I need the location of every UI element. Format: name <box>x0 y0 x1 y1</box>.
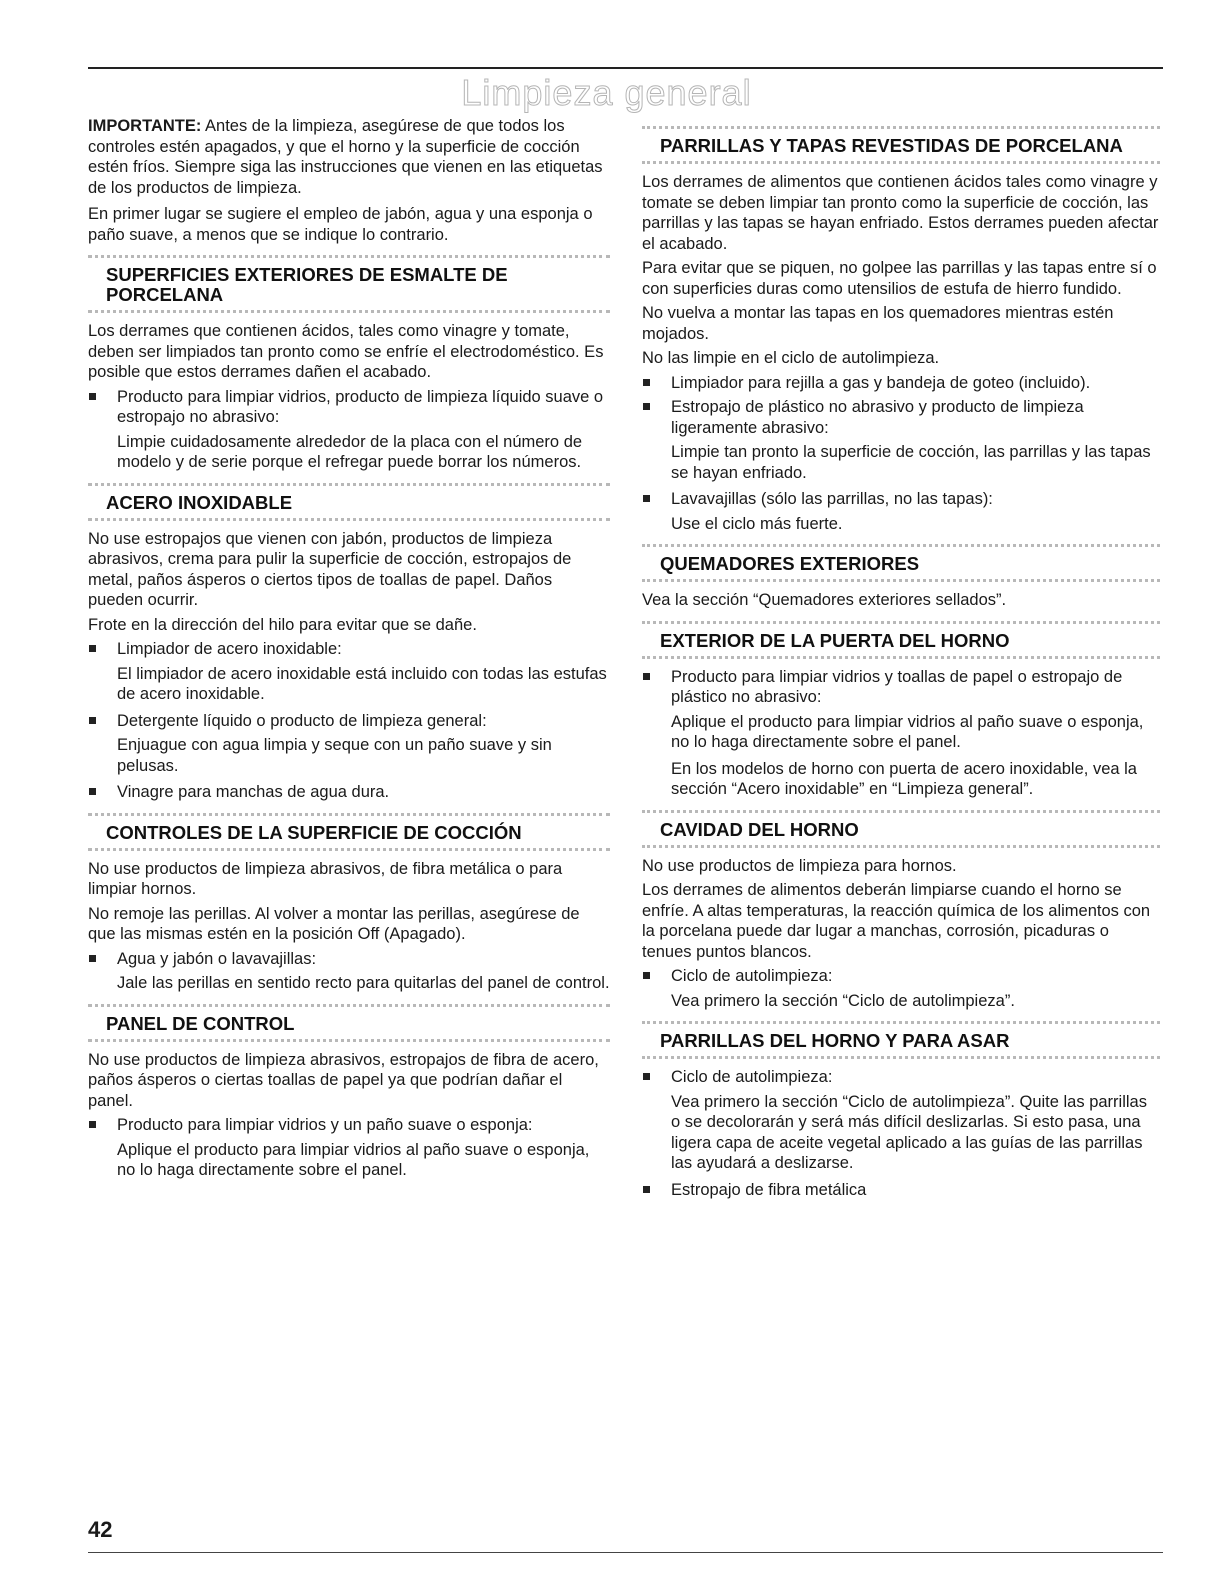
bullet-item <box>88 1115 610 1136</box>
section-divider-bottom <box>642 1056 1160 1059</box>
bullet-item <box>88 387 610 428</box>
bullet-text: Producto para limpiar vidrios, producto de limpieza líquido suave o estropajo no abrasivo: <box>117 387 604 426</box>
section-paragraph: No use productos de limpieza para hornos. <box>642 856 957 875</box>
section-divider-bottom <box>642 161 1160 164</box>
intro-text: Antes de la limpieza, asegúrese de que todos los controles estén apagados, y que el horno y la superficie de cocción estén fríos. Siempre siga las instrucciones que vienen en las etiquetas de los productos de limpieza. <box>88 117 603 197</box>
section <box>642 126 1160 164</box>
bullet-item <box>88 949 610 970</box>
section-paragraph: No use productos de limpieza abrasivos, de fibra metálica o para limpiar hornos. <box>88 859 563 898</box>
section-divider-bottom <box>88 310 610 313</box>
section-paragraph: No vuelva a montar las tapas en los quemadores mientras estén mojados. <box>642 304 1114 343</box>
section <box>642 544 1160 582</box>
section <box>642 1021 1160 1059</box>
bullet-square-icon <box>89 393 96 400</box>
section-divider-bottom <box>642 656 1160 659</box>
intro-bold-label: IMPORTANTE: <box>88 117 202 135</box>
bullet-square-icon <box>89 955 96 962</box>
bullet-square-icon <box>643 403 650 410</box>
bullet-text: Lavavajillas (sólo las parrillas, no las tapas): <box>671 490 993 508</box>
section-heading: ACERO INOXIDABLE <box>106 491 293 513</box>
bullet-square-icon <box>643 972 650 979</box>
bullet-detail: El limpiador de acero inoxidable está incluido con todas las estufas de acero inoxidable. <box>117 664 607 703</box>
section-heading: CONTROLES DE LA SUPERFICIE DE COCCIÓN <box>106 821 522 843</box>
section <box>88 483 610 521</box>
bullet-text: Estropajo de plástico no abrasivo y producto de limpieza ligeramente abrasivo: <box>671 398 1084 437</box>
bullet-detail: Jale las perillas en sentido recto para quitarlas del panel de control. <box>117 974 610 992</box>
page-number: 42 <box>88 1517 113 1542</box>
bullet-text: Ciclo de autolimpieza: <box>671 967 833 985</box>
section-paragraph: Los derrames de alimentos que contienen ácidos tales como vinagre y tomate se deben limpiar tan pronto como la superficie de cocción, las parrillas y las tapas se hayan enfriado. Estos derrames pueden afectar el acabado. <box>642 173 1159 253</box>
bullet-text: Estropajo de fibra metálica <box>671 1180 867 1199</box>
bullet-square-icon <box>643 1073 650 1080</box>
bullet-detail: Limpie tan pronto la superficie de cocción, las parrillas y las tapas se hayan enfriado. <box>671 443 1151 482</box>
section-divider-bottom <box>88 518 610 521</box>
right-column <box>642 116 1160 1204</box>
bullet-item <box>88 711 610 732</box>
bullet-detail: Vea primero la sección “Ciclo de autolimpieza”. Quite las parrillas o se decolorarán y será más difícil deslizarlas. Si esto pasa, una ligera capa de aceite vegetal aplicado a las guías de las parrillas las ayudará a deslizarse. <box>671 1092 1147 1172</box>
section-paragraph: Para evitar que se piquen, no golpee las parrillas y las tapas entre sí o con superficies duras como utensilios de estufa de hierro fundido. <box>642 259 1157 298</box>
bullet-square-icon <box>643 673 650 680</box>
section-paragraph: Los derrames de alimentos deberán limpiarse cuando el horno se enfríe. A altas temperaturas, la reacción química de los alimentos con la porcelana puede dar lugar a manchas, corrosión, picaduras o tenues puntos blancos. <box>642 881 1151 961</box>
bullet-square-icon <box>89 645 96 652</box>
bullet-detail: Enjuague con agua limpia y seque con un paño suave y sin pelusas. <box>117 736 552 775</box>
bullet-text: Vinagre para manchas de agua dura. <box>117 783 390 801</box>
bullet-square-icon <box>89 717 96 724</box>
section-heading: QUEMADORES EXTERIORES <box>660 553 920 574</box>
bullet-text: Ciclo de autolimpieza: <box>671 1068 833 1086</box>
section <box>88 1004 610 1042</box>
right-sections <box>642 126 1160 1200</box>
bullet-item <box>88 639 610 660</box>
bullet-item <box>88 782 610 803</box>
bullet-text: Agua y jabón o lavavajillas: <box>117 949 317 968</box>
bullet-detail: En los modelos de horno con puerta de acero inoxidable, vea la sección “Acero inoxidable” en “Limpieza general”. <box>671 759 1137 798</box>
section-heading: PARRILLAS Y TAPAS REVESTIDAS DE PORCELANA <box>660 135 1123 156</box>
left-sections <box>88 255 610 1181</box>
bullet-item <box>642 1067 1160 1088</box>
bullet-square-icon <box>89 788 96 795</box>
bullet-detail: Use el ciclo más fuerte. <box>671 514 843 533</box>
section-paragraph: No use estropajos que vienen con jabón, productos de limpieza abrasivos, crema para pulir la superficie de cocción, estropajos de metal, paños ásperos o ciertos tipos de toallas de papel. Daños pueden ocurrir. <box>88 529 572 609</box>
section-divider-bottom <box>88 1039 610 1042</box>
bullet-detail: Vea primero la sección “Ciclo de autolimpieza”. <box>671 991 1015 1010</box>
section-divider-bottom <box>88 848 610 851</box>
bullet-text: Producto para limpiar vidrios y un paño suave o esponja: <box>117 1116 533 1134</box>
bullet-detail: Aplique el producto para limpiar vidrios al paño suave o esponja, no lo haga directamente sobre el panel. <box>671 712 1144 751</box>
intro-paragraph-2: En primer lugar se sugiere el empleo de jabón, agua y una esponja o paño suave, a menos que se indique lo contrario. <box>88 205 593 244</box>
section-heading: CAVIDAD DEL HORNO <box>660 818 859 840</box>
intro-paragraph <box>88 116 610 198</box>
bullet-item <box>642 373 1160 394</box>
top-rule <box>88 67 1163 69</box>
section-paragraph: Frote en la dirección del hilo para evitar que se dañe. <box>88 615 477 634</box>
bullet-square-icon <box>643 495 650 502</box>
bullet-item <box>642 1180 1160 1201</box>
bullet-text: Limpiador de acero inoxidable: <box>117 640 342 658</box>
bullet-detail: Limpie cuidadosamente alrededor de la placa con el número de modelo y de serie porque el refregar puede borrar los números. <box>117 432 583 471</box>
section-heading: PARRILLAS DEL HORNO Y PARA ASAR <box>660 1030 1010 1051</box>
bullet-item <box>642 397 1160 438</box>
bullet-text: Producto para limpiar vidrios y toallas de papel o estropajo de plástico no abrasivo: <box>671 667 1123 706</box>
section-paragraph: No use productos de limpieza abrasivos, estropajos de fibra de acero, paños ásperos o ciertas toallas de papel ya que podrían dañar el panel. <box>88 1050 599 1110</box>
page-title: Limpieza general <box>461 72 752 113</box>
bullet-square-icon <box>643 1186 650 1193</box>
bullet-text: Detergente líquido o producto de limpieza general: <box>117 711 487 730</box>
bullet-item <box>642 489 1160 510</box>
bullet-text: Limpiador para rejilla a gas y bandeja de goteo (incluido). <box>671 373 1091 392</box>
bottom-rule <box>88 1552 1163 1553</box>
section-divider-bottom <box>642 845 1160 848</box>
bullet-detail: Aplique el producto para limpiar vidrios al paño suave o esponja, no lo haga directamente sobre el panel. <box>117 1140 590 1179</box>
section-paragraph: No las limpie en el ciclo de autolimpieza. <box>642 349 940 367</box>
section-paragraph: No remoje las perillas. Al volver a montar las perillas, asegúrese de que las mismas estén en la posición Off (Apagado). <box>88 904 580 943</box>
left-column <box>88 116 610 1187</box>
section-heading: PANEL DE CONTROL <box>106 1012 295 1034</box>
section-heading: EXTERIOR DE LA PUERTA DEL HORNO <box>660 629 1010 651</box>
section-divider-bottom <box>642 579 1160 582</box>
bullet-item <box>642 966 1160 987</box>
section <box>88 813 610 851</box>
bullet-square-icon <box>643 379 650 386</box>
section-heading: SUPERFICIES EXTERIORES DE ESMALTE DE PORCELANA <box>106 264 508 305</box>
section <box>642 621 1160 659</box>
section-paragraph: Los derrames que contienen ácidos, tales como vinagre y tomate, deben ser limpiados tan pronto como se enfríe el electrodoméstico. Es posible que estos derrames dañen el acabado. <box>88 322 604 381</box>
bullet-square-icon <box>89 1121 96 1128</box>
bullet-item <box>642 667 1160 708</box>
section-paragraph: Vea la sección “Quemadores exteriores sellados”. <box>642 591 1007 609</box>
section <box>642 810 1160 848</box>
section <box>88 255 610 313</box>
